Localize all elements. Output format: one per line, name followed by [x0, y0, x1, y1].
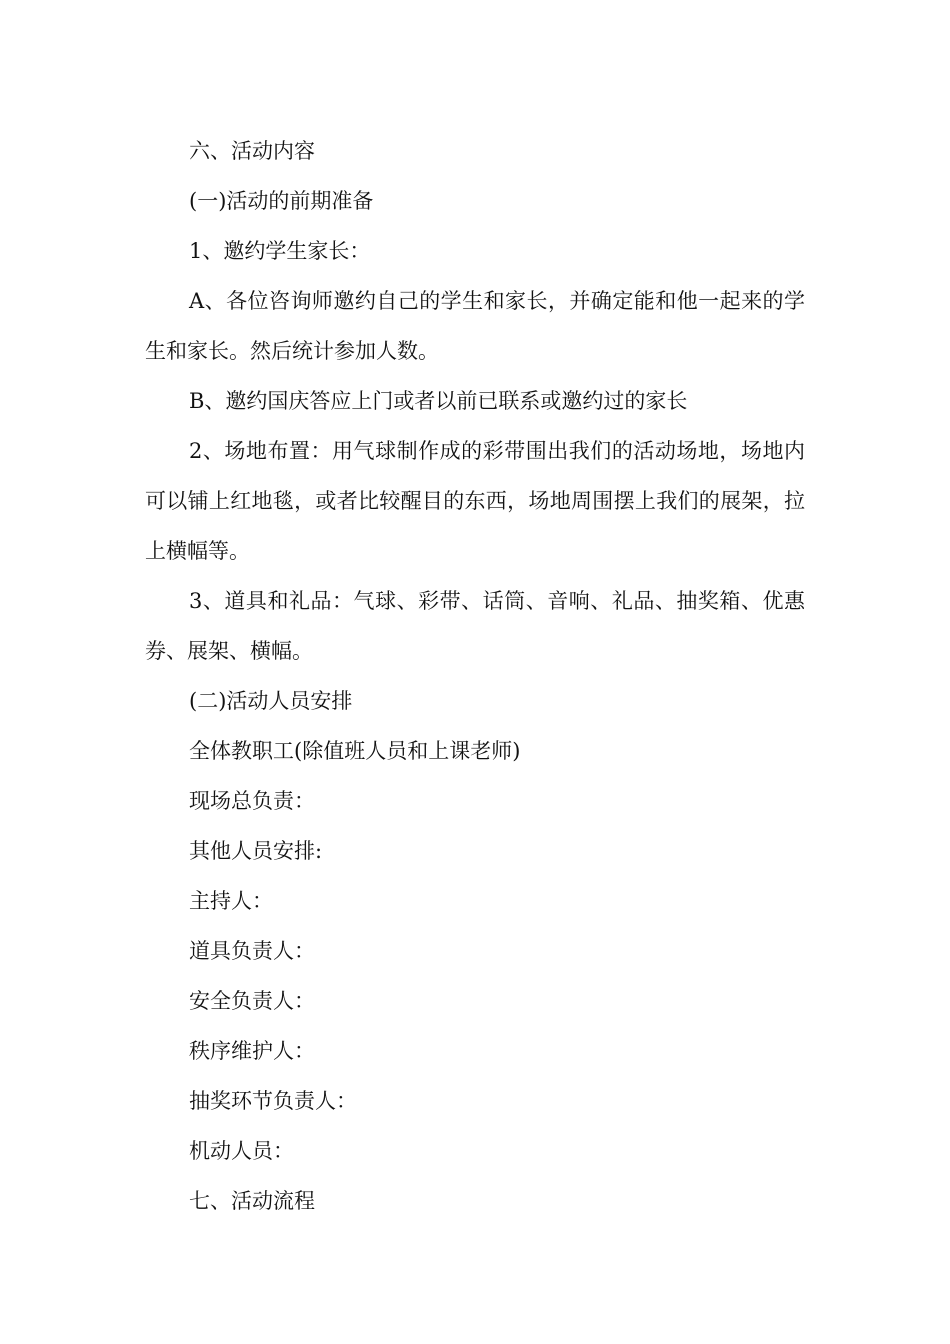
staff-host: 主持人：: [189, 889, 273, 913]
staff-safety-lead: 安全负责人：: [189, 989, 315, 1013]
item-props-gifts: 3、道具和礼品：气球、彩带、话筒、音响、礼品、抽奖箱、优惠券、展架、横幅。: [145, 589, 805, 663]
item-invite-b: B、邀约国庆答应上门或者以前已联系或邀约过的家长: [189, 389, 688, 413]
staff-other: 其他人员安排:: [189, 839, 323, 863]
staff-flexible: 机动人员：: [189, 1139, 294, 1163]
staff-lottery-lead: 抽奖环节负责人：: [189, 1089, 357, 1113]
item-invite-a: A、各位咨询师邀约自己的学生和家长，并确定能和他一起来的学生和家长。然后统计参加人数。: [145, 289, 805, 363]
subsection-heading-preparation: (一)活动的前期准备: [189, 189, 374, 213]
item-venue-layout: 2、场地布置：用气球制作成的彩带围出我们的活动场地，场地内可以铺上红地毯，或者比较醒目的东西，场地周围摆上我们的展架，拉上横幅等。: [145, 439, 805, 563]
section-heading-activity-process: 七、活动流程: [189, 1189, 315, 1213]
staff-all: 全体教职工(除值班人员和上课老师): [189, 739, 521, 763]
section-heading-activity-content: 六、活动内容: [189, 139, 315, 163]
document-body: [145, 126, 805, 1226]
subsection-heading-staffing: (二)活动人员安排: [189, 689, 353, 713]
item-invite-parents: 1、邀约学生家长：: [189, 239, 371, 263]
staff-props-lead: 道具负责人：: [189, 939, 315, 963]
staff-site-lead: 现场总负责：: [189, 789, 315, 813]
staff-order-keeper: 秩序维护人：: [189, 1039, 315, 1063]
